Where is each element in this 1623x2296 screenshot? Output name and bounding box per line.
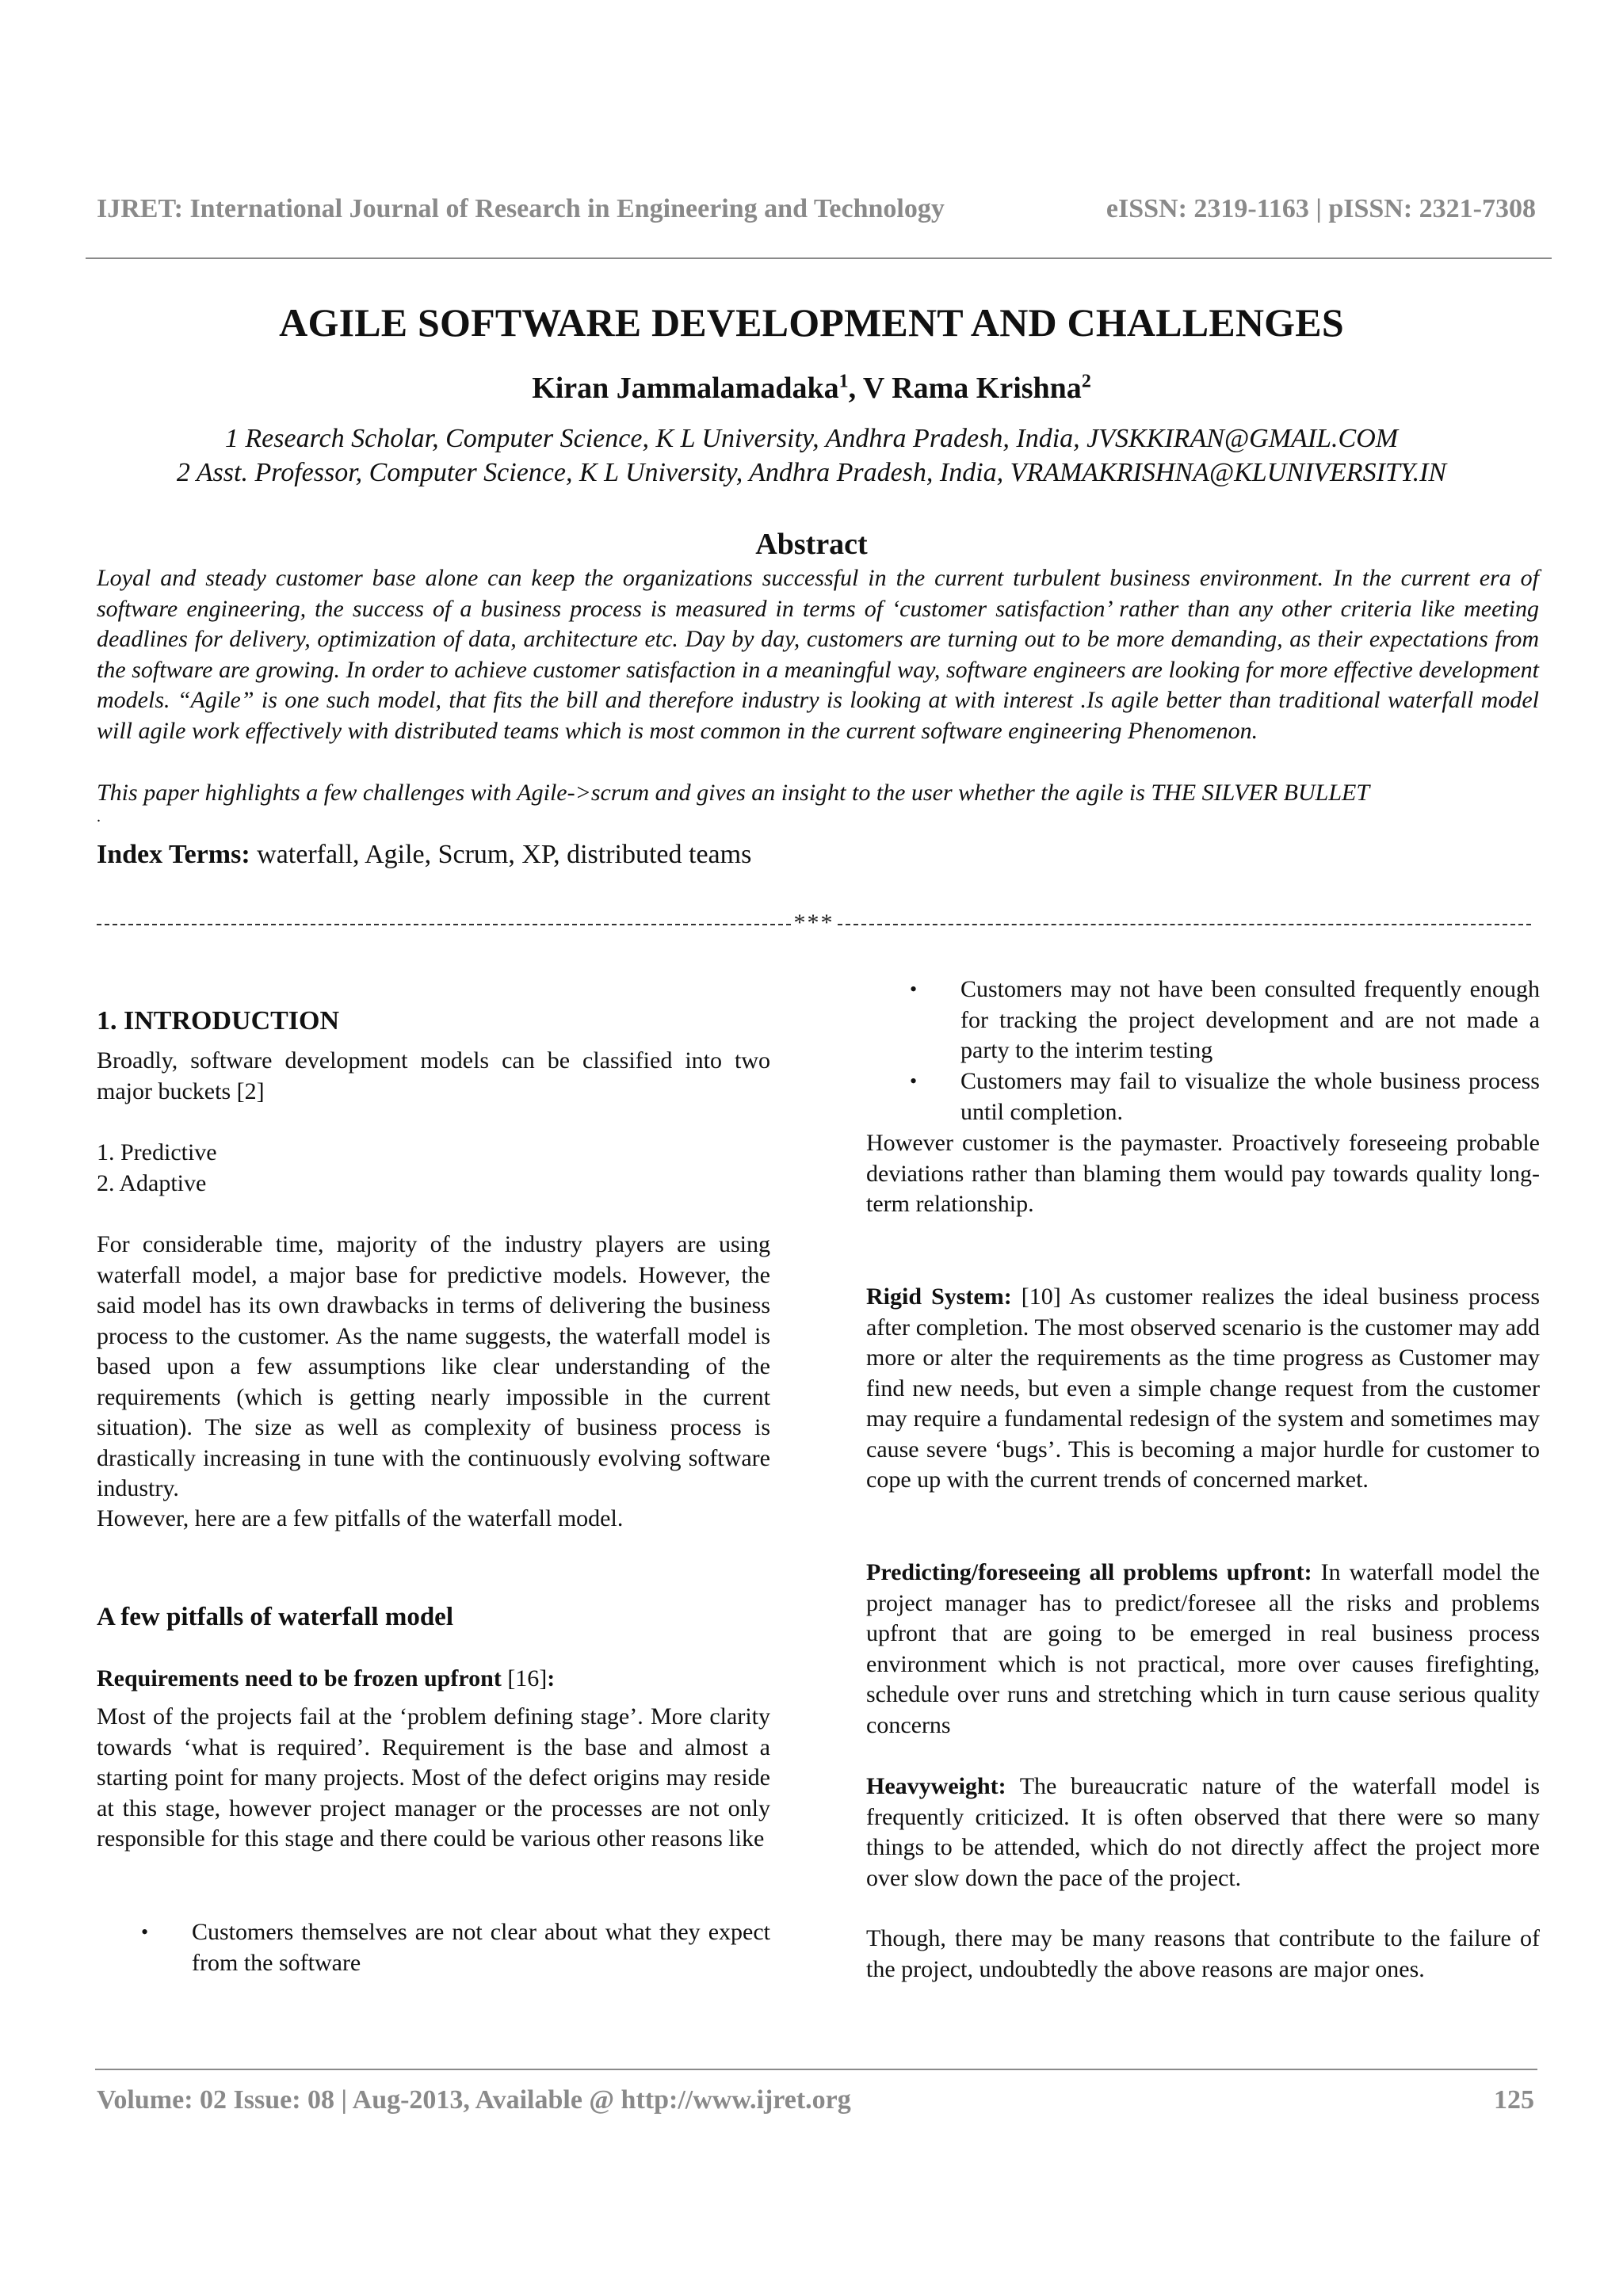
abstract-body: [97, 563, 1539, 746]
journal-name: IJRET: International Journal of Research in Engineering and Technology: [97, 194, 945, 223]
requirements-colon: :: [547, 1665, 556, 1691]
bullet-dot: •: [910, 978, 918, 1001]
divider-dash-right: [838, 924, 1532, 925]
page-number: 125: [1494, 2085, 1534, 2115]
heavyweight-paragraph: [866, 1772, 1540, 1894]
issn: eISSN: 2319-1163 | pISSN: 2321-7308: [1106, 194, 1536, 223]
heavyweight-label: Heavyweight:: [866, 1773, 1006, 1799]
abstract-dot: .: [97, 808, 101, 826]
author-1-sup: 1: [838, 371, 849, 392]
footer-rule: [95, 2069, 1537, 2070]
index-terms-value: waterfall, Agile, Scrum, XP, distributed teams: [250, 840, 752, 869]
affiliation-2: 2 Asst. Professor, Computer Science, K L University, Andhra Pradesh, India, VRAMAKRISHNA@KLUNIVERSITY.IN: [176, 458, 1447, 487]
running-header: [97, 194, 1536, 224]
bullet-text: Customers themselves are not clear about what they expect from the software: [192, 1919, 770, 1976]
divider-stars: ***: [793, 910, 834, 936]
divider-dash-left: [97, 924, 791, 925]
author-1: Kiran Jammalamadaka: [532, 372, 839, 405]
predicting-text: In waterfall model the project manager has to predict/foresee all the risks and problems upfront that are going to be emerged in real business process environment which is not practical, more over causes firefighting, schedule over runs and stretching which in turn cause serious quality concerns: [866, 1559, 1540, 1738]
rigid-system-label: Rigid System:: [866, 1283, 1012, 1310]
index-terms-label: Index Terms:: [97, 840, 250, 869]
abstract-heading: Abstract: [755, 528, 868, 561]
list-item-adaptive: 2. Adaptive: [97, 1170, 207, 1196]
closing-paragraph: Though, there may be many reasons that contribute to the failure of the project, undoubtedly the above reasons are major ones.: [866, 1925, 1540, 1982]
pitfalls-heading: A few pitfalls of waterfall model: [97, 1603, 453, 1631]
running-footer: [97, 2085, 1534, 2115]
abstract-paragraph-2: This paper highlights a few challenges with Agile->scrum and gives an insight to the user whether the agile is THE SILVER BULLET: [97, 780, 1370, 806]
author-2-sup: 2: [1081, 371, 1091, 392]
intro-paragraph-3: However, here are a few pitfalls of the waterfall model.: [97, 1505, 624, 1531]
intro-paragraph-1: Broadly, software development models can be classified into two major buckets [2]: [97, 1047, 770, 1104]
requirements-ref: [16]: [501, 1665, 548, 1691]
bullet-dot: •: [141, 1920, 149, 1943]
bullet-dot: •: [910, 1070, 918, 1093]
authors: [0, 371, 1623, 406]
paper-title: AGILE SOFTWARE DEVELOPMENT AND CHALLENGES: [279, 300, 1344, 345]
heavyweight-text: The bureaucratic nature of the waterfall model is frequently criticized. It is often observed that there were so many things to be attended, which do not directly affect the project more over slow down the pace of the project.: [866, 1773, 1540, 1891]
affiliation-1: 1 Research Scholar, Computer Science, K L University, Andhra Pradesh, India, JVSKKIRAN@GMAIL.COM: [224, 424, 1399, 453]
predicting-paragraph: [866, 1558, 1540, 1741]
predicting-label: Predicting/foreseeing all problems upfront:: [866, 1559, 1312, 1585]
intro-paragraph-2: For considerable time, majority of the industry players are using waterfall model, a major base for predictive models. However, the said model has its own drawbacks in terms of delivering the business process to the customer. As the name suggests, the waterfall model is based upon a few assumptions like clear understanding of the requirements (which is getting nearly impossible in the current situation). The size as well as complexity of business process is drastically increasing in tune with the continuously evolving software industry.: [97, 1231, 770, 1501]
requirements-heading-label: Requirements need to be frozen upfront: [97, 1665, 502, 1691]
section-divider: [97, 910, 1531, 936]
index-terms: [97, 840, 751, 870]
intro-heading: 1. INTRODUCTION: [97, 1006, 340, 1035]
volume-info: Volume: 02 Issue: 08 | Aug-2013, Available @ http://www.ijret.org: [97, 2085, 851, 2115]
author-2: V Rama Krishna: [862, 372, 1082, 405]
paymaster-paragraph: However customer is the paymaster. Proactively foreseeing probable deviations rather than blaming them would pay towards quality long-term relationship.: [866, 1130, 1540, 1217]
list-item-predictive: 1. Predictive: [97, 1139, 217, 1165]
abstract-paragraph-1: Loyal and steady customer base alone can keep the organizations successful in the current turbulent business environment. In the current era of software engineering, the success of a business process is measured in terms of ‘customer satisfaction’ rather than any other criteria like meeting deadlines for delivery, optimization of data, architecture etc. Day by day, customers are turning out to be more demanding, as their expectations from the software are growing. In order to achieve customer satisfaction in a meaningful way, software engineers are looking for more effective development models. “Agile” is one such model, that fits the bill and therefore industry is looking at with interest .Is agile better than traditional waterfall model will agile work effectively with distributed teams which is most common in the current software engineering Phenomenon.: [97, 565, 1539, 744]
requirements-heading: [97, 1664, 770, 1695]
author-sep: ,: [848, 372, 863, 405]
bullet-text: Customers may not have been consulted frequently enough for tracking the project development and are not made a party to the interim testing: [960, 976, 1540, 1063]
bullet-text: Customers may fail to visualize the whole business process until completion.: [960, 1068, 1540, 1125]
rigid-system-text: [10] As customer realizes the ideal business process after completion. The most observed scenario is the customer may add more or alter the requirements as the time progress as Customer may find new needs, but even a simple change request from the customer may require a fundamental redesign of the system and sometimes may cause severe ‘bugs’. This is becoming a major hurdle for customer to cope up with the current trends of concerned market.: [866, 1283, 1541, 1493]
header-rule: [86, 257, 1552, 259]
rigid-system-paragraph: [866, 1282, 1540, 1496]
requirements-paragraph: Most of the projects fail at the ‘problem defining stage’. More clarity towards ‘what is required’. Requirement is the base and almost a starting point for many projects. Most of the defect origins may reside at this stage, however project manager or the processes are not only responsible for this stage and there could be various other reasons like: [97, 1703, 770, 1852]
